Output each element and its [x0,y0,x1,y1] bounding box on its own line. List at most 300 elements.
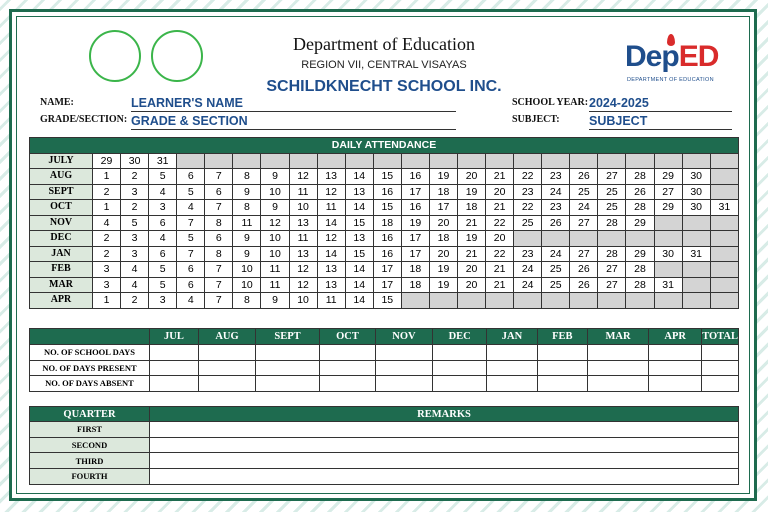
summary-cell[interactable] [649,376,702,392]
empty-day-cell [317,153,345,169]
school-year-label: SCHOOL YEAR: [512,97,589,108]
day-cell[interactable]: 9 [261,293,289,309]
summary-cell[interactable] [320,360,376,376]
day-cell[interactable]: 15 [345,246,373,262]
summary-row [30,345,739,361]
day-cell[interactable]: 8 [233,169,261,185]
remarks-cell[interactable] [150,469,739,485]
day-cell[interactable]: 25 [514,215,542,231]
empty-day-cell [542,293,570,309]
empty-day-cell [345,153,373,169]
day-cell[interactable]: 20 [429,246,457,262]
day-cell[interactable]: 17 [401,184,429,200]
day-cell[interactable]: 26 [570,169,598,185]
remarks-row [30,453,739,469]
day-cell[interactable]: 1 [92,169,120,185]
day-cell[interactable]: 3 [121,184,149,200]
day-cell[interactable]: 3 [92,262,120,278]
name-field[interactable]: LEARNER'S NAME [131,96,456,112]
summary-cell[interactable] [537,345,587,361]
subject-field[interactable]: SUBJECT [589,114,732,130]
quarter-label: SECOND [30,437,150,453]
day-cell[interactable]: 27 [570,215,598,231]
empty-day-cell [710,231,738,247]
day-cell[interactable]: 29 [626,215,654,231]
summary-cell[interactable] [487,376,537,392]
day-cell[interactable]: 15 [373,200,401,216]
summary-cell[interactable] [487,345,537,361]
day-cell[interactable]: 6 [149,215,177,231]
day-cell[interactable]: 10 [233,277,261,293]
day-cell[interactable]: 22 [486,246,514,262]
day-cell[interactable]: 30 [121,153,149,169]
day-cell[interactable]: 31 [710,200,738,216]
summary-month-header: SEPT [256,329,320,345]
day-cell[interactable]: 2 [92,184,120,200]
remarks-table [29,406,739,485]
day-cell[interactable]: 13 [289,246,317,262]
day-cell[interactable]: 19 [458,184,486,200]
day-cell[interactable]: 24 [542,246,570,262]
summary-cell[interactable] [150,360,199,376]
day-cell[interactable]: 3 [121,231,149,247]
quarter-label: THIRD [30,453,150,469]
day-cell[interactable]: 22 [514,169,542,185]
summary-cell[interactable] [649,345,702,361]
remarks-row [30,469,739,485]
logo-dep: Dep [625,40,679,73]
empty-day-cell [626,293,654,309]
summary-cell[interactable] [320,376,376,392]
day-cell[interactable]: 23 [514,184,542,200]
day-cell[interactable]: 27 [570,246,598,262]
day-cell[interactable]: 17 [429,200,457,216]
day-cell[interactable]: 9 [233,184,261,200]
summary-cell[interactable] [587,345,648,361]
summary-month-header: AUG [198,329,255,345]
month-label: MAR [30,277,93,293]
remarks-row [30,437,739,453]
day-cell[interactable]: 7 [205,262,233,278]
day-cell[interactable]: 7 [205,200,233,216]
day-cell[interactable]: 25 [598,200,626,216]
empty-day-cell [682,153,710,169]
day-cell[interactable]: 25 [598,184,626,200]
summary-month-header: NOV [375,329,432,345]
day-cell[interactable]: 9 [261,200,289,216]
month-label: DEC [30,231,93,247]
day-cell[interactable]: 1 [92,293,120,309]
day-cell[interactable]: 11 [233,215,261,231]
day-cell[interactable]: 11 [289,231,317,247]
day-cell[interactable]: 27 [598,262,626,278]
day-cell[interactable]: 8 [205,215,233,231]
day-cell[interactable]: 31 [654,277,682,293]
day-cell[interactable]: 29 [654,169,682,185]
day-cell[interactable]: 4 [149,231,177,247]
day-cell[interactable]: 6 [177,277,205,293]
day-cell[interactable]: 24 [542,184,570,200]
day-cell[interactable]: 3 [92,277,120,293]
day-cell[interactable]: 17 [373,262,401,278]
day-cell[interactable]: 13 [317,262,345,278]
day-cell[interactable]: 19 [429,277,457,293]
summary-cell[interactable] [587,376,648,392]
day-cell[interactable]: 16 [373,184,401,200]
day-cell[interactable]: 11 [261,277,289,293]
remarks-header: REMARKS [150,407,739,422]
summary-cell[interactable] [649,360,702,376]
day-cell[interactable]: 14 [345,169,373,185]
day-cell[interactable]: 25 [542,262,570,278]
day-cell[interactable]: 5 [149,169,177,185]
school-year-field[interactable]: 2024-2025 [589,96,732,112]
name-label: NAME: [40,97,74,108]
day-cell[interactable]: 13 [345,184,373,200]
day-cell[interactable]: 18 [401,277,429,293]
summary-cell[interactable] [198,376,255,392]
day-cell[interactable]: 18 [458,200,486,216]
empty-day-cell [710,246,738,262]
day-cell[interactable]: 14 [317,246,345,262]
day-cell[interactable]: 27 [598,277,626,293]
day-cell[interactable]: 17 [373,277,401,293]
day-cell[interactable]: 4 [121,277,149,293]
empty-day-cell [710,277,738,293]
day-cell[interactable]: 5 [177,184,205,200]
month-label: JULY [30,153,93,169]
day-cell[interactable]: 7 [205,277,233,293]
day-cell[interactable]: 25 [570,184,598,200]
summary-cell[interactable] [432,376,486,392]
logo-subtitle: DEPARTMENT OF EDUCATION [627,77,714,83]
day-cell[interactable]: 27 [598,169,626,185]
day-cell[interactable]: 27 [654,184,682,200]
day-cell[interactable]: 28 [598,215,626,231]
summary-cell[interactable] [320,345,376,361]
month-label: OCT [30,200,93,216]
summary-row [30,376,739,392]
empty-day-cell [205,153,233,169]
day-cell[interactable]: 28 [626,277,654,293]
month-label: JAN [30,246,93,262]
day-cell[interactable]: 23 [514,246,542,262]
summary-month-header: JUL [150,329,199,345]
day-cell[interactable]: 21 [486,200,514,216]
day-cell[interactable]: 16 [401,169,429,185]
summary-cell[interactable] [587,360,648,376]
day-cell[interactable]: 29 [626,246,654,262]
day-cell[interactable]: 11 [261,262,289,278]
summary-row [30,360,739,376]
summary-cell[interactable] [537,376,587,392]
summary-cell[interactable] [150,345,199,361]
day-cell[interactable]: 11 [289,184,317,200]
day-cell[interactable]: 7 [177,215,205,231]
day-cell[interactable]: 17 [401,246,429,262]
day-cell[interactable]: 13 [345,231,373,247]
summary-cell[interactable] [198,360,255,376]
day-cell[interactable]: 2 [121,169,149,185]
day-cell[interactable]: 13 [317,169,345,185]
day-cell[interactable]: 8 [233,293,261,309]
summary-cell[interactable] [702,360,739,376]
day-cell[interactable]: 18 [429,231,457,247]
quarter-label: FOURTH [30,469,150,485]
quarter-header: QUARTER [30,407,150,422]
day-cell[interactable]: 15 [345,215,373,231]
summary-month-header: JAN [487,329,537,345]
day-cell[interactable]: 30 [654,246,682,262]
day-cell[interactable]: 21 [458,215,486,231]
empty-day-cell [570,293,598,309]
logo-ed: ED [678,40,719,73]
day-cell[interactable]: 4 [121,262,149,278]
day-cell[interactable]: 3 [121,246,149,262]
day-cell[interactable]: 22 [514,200,542,216]
day-cell[interactable]: 10 [261,231,289,247]
attendance-row [30,262,739,278]
summary-cell[interactable] [375,376,432,392]
day-cell[interactable]: 8 [205,246,233,262]
attendance-row [30,277,739,293]
day-cell[interactable]: 26 [626,184,654,200]
summary-cell[interactable] [375,360,432,376]
day-cell[interactable]: 28 [626,169,654,185]
day-cell[interactable]: 17 [401,231,429,247]
summary-month-header: MAR [587,329,648,345]
day-cell[interactable]: 5 [149,262,177,278]
empty-day-cell [682,277,710,293]
empty-day-cell [710,153,738,169]
day-cell[interactable]: 5 [149,277,177,293]
summary-month-header: TOTAL [702,329,739,345]
day-cell[interactable]: 26 [570,277,598,293]
day-cell[interactable]: 2 [92,231,120,247]
attendance-row [30,184,739,200]
summary-cell[interactable] [150,376,199,392]
day-cell[interactable]: 3 [149,200,177,216]
day-cell[interactable]: 10 [261,184,289,200]
subject-label: SUBJECT: [512,114,560,125]
day-cell[interactable]: 2 [92,246,120,262]
day-cell[interactable]: 1 [92,200,120,216]
day-cell[interactable]: 4 [92,215,120,231]
summary-cell[interactable] [432,345,486,361]
day-cell[interactable]: 23 [542,200,570,216]
day-cell[interactable]: 31 [682,246,710,262]
day-cell[interactable]: 28 [598,246,626,262]
empty-day-cell [654,262,682,278]
empty-day-cell [626,231,654,247]
summary-cell[interactable] [256,345,320,361]
day-cell[interactable]: 13 [289,215,317,231]
quarter-label: FIRST [30,422,150,438]
empty-day-cell [261,153,289,169]
day-cell[interactable]: 12 [289,262,317,278]
day-cell[interactable]: 19 [429,262,457,278]
summary-cell[interactable] [432,360,486,376]
remarks-cell[interactable] [150,422,739,438]
remarks-cell[interactable] [150,437,739,453]
day-cell[interactable]: 21 [486,169,514,185]
day-cell[interactable]: 18 [373,215,401,231]
day-cell[interactable]: 8 [233,200,261,216]
day-cell[interactable]: 23 [542,169,570,185]
day-cell[interactable]: 6 [149,246,177,262]
summary-cell[interactable] [256,360,320,376]
day-cell[interactable]: 19 [429,169,457,185]
attendance-row [30,153,739,169]
day-cell[interactable]: 30 [682,169,710,185]
empty-day-cell [654,153,682,169]
month-label: FEB [30,262,93,278]
day-cell[interactable]: 2 [121,293,149,309]
day-cell[interactable]: 12 [317,231,345,247]
day-cell[interactable]: 4 [149,184,177,200]
month-label: APR [30,293,93,309]
day-cell[interactable]: 29 [654,200,682,216]
day-cell[interactable]: 20 [458,169,486,185]
day-cell[interactable]: 5 [177,231,205,247]
day-cell[interactable]: 14 [317,215,345,231]
day-cell[interactable]: 12 [289,277,317,293]
day-cell[interactable]: 10 [289,293,317,309]
day-cell[interactable]: 30 [682,184,710,200]
day-cell[interactable]: 10 [289,200,317,216]
day-cell[interactable]: 15 [373,169,401,185]
day-cell[interactable]: 26 [542,215,570,231]
day-cell[interactable]: 24 [514,277,542,293]
empty-day-cell [429,293,457,309]
day-cell[interactable]: 18 [429,184,457,200]
remarks-cell[interactable] [150,453,739,469]
day-cell[interactable]: 9 [233,246,261,262]
empty-day-cell [458,293,486,309]
day-cell[interactable]: 10 [261,246,289,262]
day-cell[interactable]: 14 [345,277,373,293]
day-cell[interactable]: 5 [121,215,149,231]
day-cell[interactable]: 24 [514,262,542,278]
day-cell[interactable]: 30 [682,200,710,216]
day-cell[interactable]: 22 [486,215,514,231]
empty-day-cell [289,153,317,169]
day-cell[interactable]: 16 [373,231,401,247]
day-cell[interactable]: 9 [261,169,289,185]
summary-cell[interactable] [537,360,587,376]
empty-day-cell [458,153,486,169]
empty-day-cell [570,153,598,169]
day-cell[interactable]: 12 [317,184,345,200]
day-cell[interactable]: 11 [317,293,345,309]
day-cell[interactable]: 21 [486,262,514,278]
summary-cell[interactable] [487,360,537,376]
attendance-row [30,293,739,309]
empty-day-cell [710,262,738,278]
school-name: SCHILDKNECHT SCHOOL INC. [266,78,502,95]
day-cell[interactable]: 28 [626,262,654,278]
summary-cell[interactable] [256,376,320,392]
empty-day-cell [570,231,598,247]
empty-day-cell [654,293,682,309]
day-cell[interactable]: 14 [345,200,373,216]
empty-day-cell [710,184,738,200]
empty-day-cell [598,153,626,169]
day-cell[interactable]: 4 [177,200,205,216]
day-cell[interactable]: 15 [373,293,401,309]
day-cell[interactable]: 16 [373,246,401,262]
attendance-title: DAILY ATTENDANCE [30,138,739,154]
summary-cell[interactable] [375,345,432,361]
day-cell[interactable]: 19 [401,215,429,231]
attendance-row [30,169,739,185]
day-cell[interactable]: 4 [177,293,205,309]
day-cell[interactable]: 10 [233,262,261,278]
summary-row-label: NO. OF DAYS PRESENT [30,360,150,376]
day-cell[interactable]: 12 [261,215,289,231]
day-cell[interactable]: 24 [570,200,598,216]
day-cell[interactable]: 6 [177,262,205,278]
day-cell[interactable]: 14 [345,262,373,278]
empty-day-cell [682,293,710,309]
empty-day-cell [598,231,626,247]
empty-day-cell [682,231,710,247]
day-cell[interactable]: 12 [289,169,317,185]
empty-day-cell [626,153,654,169]
day-cell[interactable]: 20 [458,277,486,293]
day-cell[interactable]: 6 [205,184,233,200]
day-cell[interactable]: 25 [542,277,570,293]
empty-day-cell [429,153,457,169]
day-cell[interactable]: 20 [458,262,486,278]
month-label: SEPT [30,184,93,200]
day-cell[interactable]: 14 [345,293,373,309]
day-cell[interactable]: 2 [121,200,149,216]
day-cell[interactable]: 26 [570,262,598,278]
deped-logo [625,40,735,92]
empty-day-cell [710,293,738,309]
summary-cell[interactable] [702,376,739,392]
day-cell[interactable]: 11 [317,200,345,216]
attendance-row [30,246,739,262]
day-cell[interactable]: 20 [486,184,514,200]
day-cell[interactable]: 19 [458,231,486,247]
day-cell[interactable]: 7 [205,293,233,309]
remarks-row [30,422,739,438]
day-cell[interactable]: 21 [458,246,486,262]
summary-cell[interactable] [198,345,255,361]
summary-month-header: APR [649,329,702,345]
empty-day-cell [542,153,570,169]
day-cell[interactable]: 29 [92,153,120,169]
summary-cell[interactable] [702,345,739,361]
day-cell[interactable]: 6 [205,231,233,247]
day-cell[interactable]: 7 [205,169,233,185]
day-cell[interactable]: 3 [149,293,177,309]
day-cell[interactable]: 31 [149,153,177,169]
day-cell[interactable]: 13 [317,277,345,293]
day-cell[interactable]: 6 [177,169,205,185]
day-cell[interactable]: 28 [626,200,654,216]
day-cell[interactable]: 21 [486,277,514,293]
grade-field[interactable]: GRADE & SECTION [131,114,456,130]
day-cell[interactable]: 20 [486,231,514,247]
day-cell[interactable]: 18 [401,262,429,278]
day-cell[interactable]: 9 [233,231,261,247]
day-cell[interactable]: 16 [401,200,429,216]
day-cell[interactable]: 20 [429,215,457,231]
day-cell[interactable]: 7 [177,246,205,262]
